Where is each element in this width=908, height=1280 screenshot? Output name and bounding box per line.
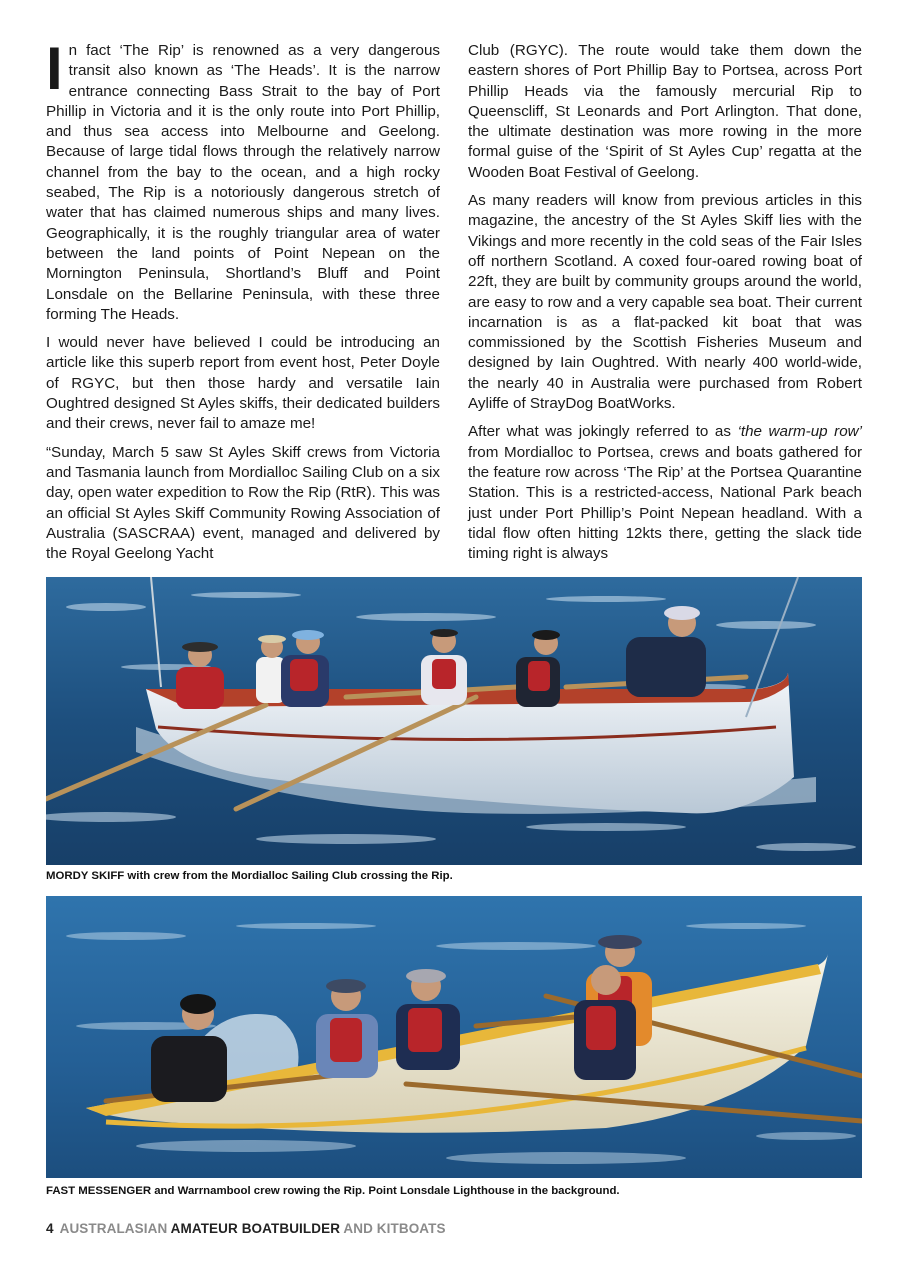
page-footer: [46, 1221, 446, 1236]
paragraph-report-start: “Sunday, March 5 saw St Ayles Skiff crews from Victoria and Tasmania launch from Mordialloc Sailing Club on a six day, open water expedition to Row the Rip (RtR). This was an official St Ayles Skiff Community Rowing Association of Australia (SASCRAA) event, managed and delivered by the Royal Geelong Yacht: [46, 443, 440, 563]
page-number: 4: [46, 1221, 54, 1236]
intro-paragraph: [46, 35, 440, 325]
paragraph-skiff-history: As many readers will know from previous articles in this magazine, the ancestry of the St Ayles Skiff lies with the Vikings and more recently in the cold seas of the Fair Isles off northern Scotland. A coxed four-oared rowing boat of 22ft, they are built by community groups around the world, are easy to row and a very capable sea boat. Their current incarnation is as a flat-packed kit boat that was commissioned by the Scottish Fisheries Museum and designed by Iain Oughtred. With nearly 400 world-wide, the nearly 40 in Australia were purchased from Robert Ayliffe of StrayDog BoatWorks.: [468, 192, 862, 413]
warm-up-row-quote: ‘the warm-up row’: [737, 423, 862, 441]
fast-messenger-illustration: [46, 896, 862, 1178]
paragraph-introduction-note: I would never have believed I could be introducing an article like this superb report from event host, Peter Doyle of RGYC, but then those hardy and versatile Iain Oughtred designed St Ayles skiffs, their dedicated builders and their crews, never fail to amaze me!: [46, 334, 440, 433]
paragraph-warm-up-row: After what was jokingly referred to as ‘the warm-up row’ from Mordialloc to Portsea, crews and boats gathered for the feature row across ‘The Rip’ at the Portsea Quarantine Station. This is a restricted-access, National Park beach just under Port Phillip’s Point Nepean headland. With a tidal flow often hitting 12kts there, getting the slack tide timing right is always: [468, 423, 862, 563]
photo-fast-messenger: [46, 896, 862, 1178]
article-body: [46, 35, 862, 563]
publication-name-part3: AND KITBOATS: [340, 1221, 446, 1236]
drop-cap: I: [46, 35, 63, 102]
publication-name-part2: AMATEUR BOATBUILDER: [170, 1221, 341, 1236]
intro-paragraph-text: n fact ‘The Rip’ is renowned as a very dangerous transit also known as ‘The Heads’. It is the narrow entrance connecting Bass Strait to the bay of Port Phillip in Victoria and it is the only route into Port Phillip, and thus sea access into Melbourne and Geelong. Because of large tidal flows through the relatively narrow channel from the bay to the ocean, and a high rocky seabed, The Rip is a notoriously dangerous stretch of water that has claimed numerous ships and many lives. Geographically, it is the roughly triangular area of water between the land points of Point Nepean on the Mornington Peninsula, Shortland’s Bluff and Point Lonsdale on the Bellarine Peninsula, with these three forming The Heads.: [46, 42, 440, 323]
article-column-right: [468, 41, 862, 561]
paragraph-route: Club (RGYC). The route would take them down the eastern shores of Port Phillip Bay to Portsea, across Port Phillip Heads via the famously mercurial Rip to Queenscliff, St Leonards and Port Arlington. That done, the ultimate destination was more rowing in the more formal guise of the ‘Spirit of St Ayles Cup’ regatta at the Wooden Boat Festival of Geelong.: [468, 42, 862, 181]
caption-fast-messenger: FAST MESSENGER and Warrnambool crew rowing the Rip. Point Lonsdale Lighthouse in the background.: [46, 1185, 620, 1197]
publication-name-part1: AUSTRALASIAN: [59, 1221, 171, 1236]
article-column-left: [46, 35, 440, 563]
mordy-skiff-illustration: [46, 577, 862, 865]
caption-mordy-skiff: MORDY SKIFF with crew from the Mordialloc Sailing Club crossing the Rip.: [46, 870, 453, 882]
photo-mordy-skiff: [46, 577, 862, 865]
